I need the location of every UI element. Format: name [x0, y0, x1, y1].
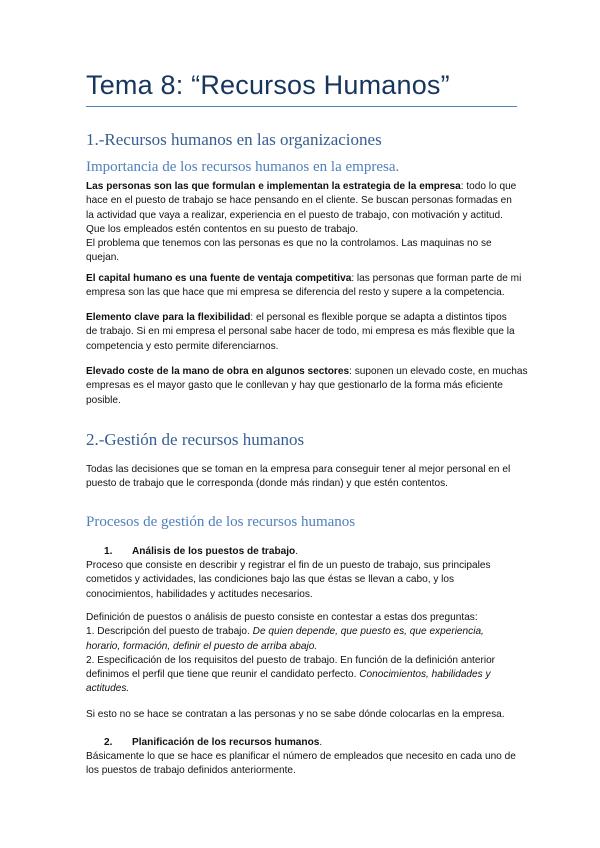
- bold-phrase: Elemento clave para la flexibilidad: [86, 312, 251, 323]
- bold-phrase: El capital humano es una fuente de ventaja competitiva: [86, 273, 352, 284]
- document-title: Tema 8: “Recursos Humanos”: [86, 70, 450, 100]
- text-line: la actividad que vaya a realizar, experiencia en el puesto de trabajo, con motivación y actitud.: [86, 209, 503, 221]
- text-line: 2. Especificación de los requisitos del puesto de trabajo. En función de la definición anterior: [86, 654, 496, 666]
- list-label: Planificación de los recursos humanos: [132, 737, 320, 748]
- text-line: Elevado coste de la mano de obra en algunos sectores: suponen un elevado coste, en muchas: [86, 366, 528, 377]
- paragraph-gestion: [86, 463, 516, 492]
- paragraph-capital-humano: [86, 272, 522, 301]
- text-line: Que los empleados estén contentos en su puesto de trabajo.: [86, 223, 359, 235]
- text-line: Si esto no se hace se contratan a las personas y no se sabe dónde colocarlas en la empresa.: [86, 709, 505, 720]
- text-line: Todas las decisiones que se toman en la empresa para conseguir tener al mejor personal en el: [86, 464, 511, 475]
- text-line: Elemento clave para la flexibilidad: el personal es flexible porque se adapta a distintos tipos: [86, 312, 507, 323]
- bold-phrase: Elevado coste de la mano de obra en algunos sectores: [86, 366, 350, 377]
- paragraph-flexibilidad: [86, 311, 516, 354]
- text-line: Proceso que consiste en describir y registrar el fin de un puesto de trabajo, sus principales: [86, 560, 491, 571]
- section-1-heading: 1.-Recursos humanos en las organizaciones: [86, 130, 382, 149]
- section-1-subheading: Importancia de los recursos humanos en la empresa.: [86, 159, 400, 175]
- text-line: El capital humano es una fuente de ventaja competitiva: las personas que forman parte de mi: [86, 273, 522, 284]
- list-item-2-heading: 2. Planificación de los recursos humanos.: [104, 736, 322, 750]
- text-line: 1. Descripción del puesto de trabajo. De quien depende, que puesto es, que experiencia,: [86, 626, 484, 638]
- section-2-heading: 2.-Gestión de recursos humanos: [86, 430, 305, 449]
- text-line: empresa son las que hace que mi empresa se diferencia del resto y supere a la competencia.: [86, 287, 505, 299]
- text-line: definimos el perfil que tiene que reunir el candidato perfecto. Conocimientos, habilidades y: [86, 669, 491, 681]
- text-line: Básicamente lo que se hace es planificar el número de empleados que necesito en cada uno de: [86, 751, 516, 762]
- paragraph-personas: [86, 180, 516, 266]
- text-line: los puestos de trabajo definidos anteriormente.: [86, 765, 296, 777]
- paragraph-conclusion: [86, 708, 516, 722]
- text-line: hace en el puesto de trabajo se hace pensando en el cliente. Se buscan personas formadas en: [86, 195, 512, 207]
- paragraph-coste: [86, 365, 528, 408]
- text-line: conocimientos, habilidades y actitudes necesarios.: [86, 588, 313, 600]
- list-number: 1.: [104, 546, 113, 557]
- text-line: horario, formación, definir el puesto de arriba abajo.: [86, 640, 318, 652]
- text-line: posible.: [86, 394, 121, 406]
- text-line: competencia y esto permite diferenciarnos.: [86, 340, 279, 352]
- text-line: cometidos y actividades, las condiciones bajo las que éstas se llevan a cabo, y los: [86, 574, 455, 586]
- text-line: empresas es el mayor gasto que le conllevan y hay que gestionarlo de la forma más eficiente: [86, 380, 503, 392]
- text-line: El problema que tenemos con las personas es que no la controlamos. Las maquinas no se: [86, 238, 492, 250]
- list-number: 2.: [104, 737, 113, 748]
- text-line: quejan.: [86, 252, 120, 264]
- title-underline: [86, 106, 517, 107]
- text-line: Definición de puestos o análisis de puesto consiste en contestar a estas dos preguntas:: [86, 612, 478, 623]
- list-item-1-heading: 1. Análisis de los puestos de trabajo.: [104, 545, 298, 559]
- section-2-subheading: Procesos de gestión de los recursos humanos: [86, 514, 356, 530]
- paragraph-analisis: [86, 559, 516, 602]
- text-line: puesto de trabajo que le corresponda (donde más rindan) y que estén contentos.: [86, 478, 448, 490]
- bold-phrase: Las personas son las que formulan e implementan la estrategia de la empresa: [86, 181, 461, 192]
- paragraph-planificacion: [86, 750, 516, 779]
- text-line: Las personas son las que formulan e implementan la estrategia de la empresa: todo lo que: [86, 181, 517, 192]
- list-label: Análisis de los puestos de trabajo: [132, 546, 296, 557]
- text-line: de trabajo. Si en mi empresa el personal sabe hacer de todo, mi empresa es más flexible que la: [86, 326, 515, 338]
- text-line: actitudes.: [86, 683, 130, 695]
- paragraph-definicion: [86, 611, 516, 697]
